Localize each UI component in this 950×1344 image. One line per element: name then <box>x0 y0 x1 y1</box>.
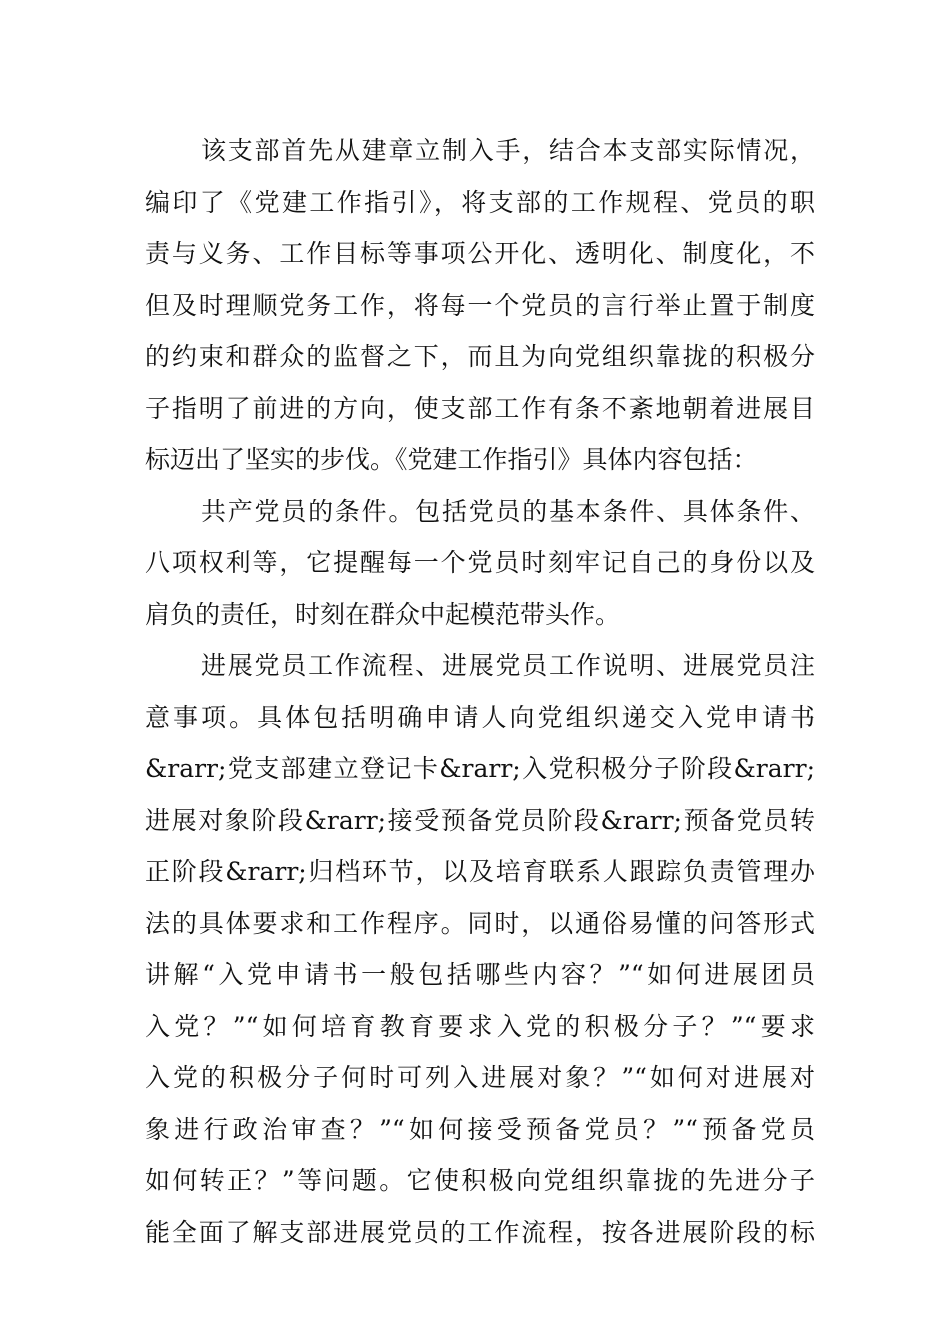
text-line: 进展党员工作流程、进展党员工作说明、进展党员注 <box>201 651 815 680</box>
text-line: 讲解“入党申请书一般包括哪些内容？”“如何进展团员 <box>145 960 815 989</box>
text-line: 八项权利等，它提醒每一个党员时刻牢记自己的身份以及 <box>145 548 815 577</box>
paragraph-member-conditions <box>145 486 815 641</box>
text-line: 意事项。具体包括明确申请人向党组织递交入党申请书 <box>145 702 815 732</box>
text-line: &rarr;党支部建立登记卡&rarr;入党积极分子阶段&rarr; <box>145 754 815 783</box>
text-line: 编印了《党建工作指引》，将支部的工作规程、党员的职 <box>145 187 815 217</box>
text-line: 子指明了前进的方向，使支部工作有条不紊地朝着进展目 <box>145 393 815 423</box>
text-line: 入党的积极分子何时可列入进展对象？”“如何对进展对 <box>145 1063 815 1092</box>
text-line: 责与义务、工作目标等事项公开化、透明化、制度化，不 <box>145 239 815 268</box>
text-line: 能全面了解支部进展党员的工作流程，按各进展阶段的标 <box>145 1217 815 1247</box>
text-line: 进展对象阶段&rarr;接受预备党员阶段&rarr;预备党员转 <box>145 805 815 835</box>
text-line: 标迈出了坚实的步伐。《党建工作指引》具体内容包括： <box>145 445 758 474</box>
paragraph-member-development-process <box>145 640 815 1258</box>
text-line: 象进行政治审查？”“如何接受预备党员？”“预备党员 <box>145 1114 815 1144</box>
text-line: 肩负的责任，时刻在群众中起模范带头作。 <box>145 599 621 629</box>
text-line: 入党？”“如何培育教育要求入党的积极分子？”“要求 <box>145 1011 815 1041</box>
paragraph-party-building-guide <box>145 125 815 486</box>
text-line: 共产党员的条件。包括党员的基本条件、具体条件、 <box>201 496 815 526</box>
text-line: 正阶段&rarr;归档环节，以及培育联系人跟踪负责管理办 <box>145 857 815 886</box>
text-line: 但及时理顺党务工作，将每一个党员的言行举止置于制度 <box>145 290 815 320</box>
text-line: 如何转正？”等问题。它使积极向党组织靠拢的先进分子 <box>145 1166 815 1195</box>
text-line: 该支部首先从建章立制入手，结合本支部实际情况， <box>201 136 815 165</box>
text-line: 的约束和群众的监督之下，而且为向党组织靠拢的积极分 <box>145 342 815 371</box>
text-line: 法的具体要求和工作程序。同时，以通俗易懂的问答形式 <box>145 908 815 938</box>
document-body <box>145 125 815 1258</box>
